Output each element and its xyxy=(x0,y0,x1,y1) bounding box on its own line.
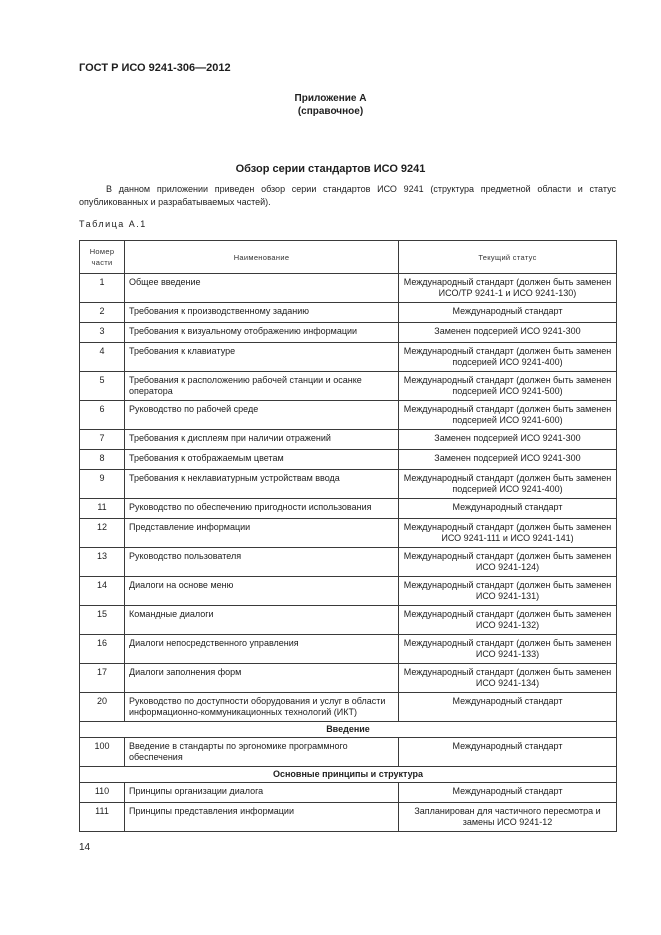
table-row xyxy=(80,450,617,470)
part-name-cell: Требования к клавиатуре xyxy=(125,343,399,372)
table-caption: Таблица А.1 xyxy=(79,219,147,229)
intro-paragraph: В данном приложении приведен обзор серии стандартов ИСО 9241 (структура предметной области и статус опубликованных и разрабатываемых частей). xyxy=(79,184,616,207)
standards-table xyxy=(79,240,617,832)
status-cell: Международный стандарт (должен быть заменен ИСО 9241-111 и ИСО 9241-141) xyxy=(399,519,617,548)
part-number-cell: 17 xyxy=(80,664,125,693)
section-label: Основные принципы и структура xyxy=(80,767,617,783)
part-name-cell: Диалоги на основе меню xyxy=(125,577,399,606)
table-section-row xyxy=(80,767,617,783)
part-number-cell: 9 xyxy=(80,470,125,499)
part-name-cell: Требования к отображаемым цветам xyxy=(125,450,399,470)
table-row xyxy=(80,430,617,450)
status-cell: Международный стандарт (должен быть заменен подсерией ИСО 9241-400) xyxy=(399,343,617,372)
part-number-cell: 15 xyxy=(80,606,125,635)
status-cell: Международный стандарт xyxy=(399,738,617,767)
part-name-cell: Руководство пользователя xyxy=(125,548,399,577)
part-number-cell: 111 xyxy=(80,803,125,832)
part-number-cell: 16 xyxy=(80,635,125,664)
part-number-cell: 7 xyxy=(80,430,125,450)
status-cell: Запланирован для частичного пересмотра и замены ИСО 9241-12 xyxy=(399,803,617,832)
part-number-cell: 2 xyxy=(80,303,125,323)
status-cell: Международный стандарт (должен быть заменен ИСО 9241-133) xyxy=(399,635,617,664)
part-number-cell: 14 xyxy=(80,577,125,606)
table-header-row xyxy=(80,241,617,274)
part-name-cell: Требования к неклавиатурным устройствам ввода xyxy=(125,470,399,499)
part-number-cell: 3 xyxy=(80,323,125,343)
status-cell: Международный стандарт xyxy=(399,303,617,323)
part-number-cell: 1 xyxy=(80,274,125,303)
table-row xyxy=(80,401,617,430)
part-name-cell: Диалоги заполнения форм xyxy=(125,664,399,693)
table-row xyxy=(80,693,617,722)
part-name-cell: Принципы организации диалога xyxy=(125,783,399,803)
section-title: Обзор серии стандартов ИСО 9241 xyxy=(235,163,426,175)
appendix-subtitle: (справочное) xyxy=(297,106,364,117)
table-section-row xyxy=(80,722,617,738)
page-number: 14 xyxy=(79,842,91,853)
appendix-title: Приложение А xyxy=(294,93,367,104)
part-name-cell: Требования к расположению рабочей станции и осанке оператора xyxy=(125,372,399,401)
status-cell: Заменен подсерией ИСО 9241-300 xyxy=(399,450,617,470)
part-number-cell: 100 xyxy=(80,738,125,767)
status-cell: Международный стандарт xyxy=(399,693,617,722)
table-row xyxy=(80,783,617,803)
table-body xyxy=(80,274,617,832)
table-row xyxy=(80,635,617,664)
status-cell: Международный стандарт (должен быть заменен ИСО 9241-124) xyxy=(399,548,617,577)
part-name-cell: Принципы представления информации xyxy=(125,803,399,832)
status-cell: Международный стандарт (должен быть заменен ИСО 9241-134) xyxy=(399,664,617,693)
table-row xyxy=(80,303,617,323)
table-row xyxy=(80,664,617,693)
part-name-cell: Руководство по обеспечению пригодности использования xyxy=(125,499,399,519)
part-number-cell: 12 xyxy=(80,519,125,548)
status-cell: Международный стандарт xyxy=(399,783,617,803)
status-cell: Международный стандарт (должен быть заменен ИСО/ТР 9241-1 и ИСО 9241-130) xyxy=(399,274,617,303)
part-name-cell: Введение в стандарты по эргономике программного обеспечения xyxy=(125,738,399,767)
part-number-cell: 13 xyxy=(80,548,125,577)
status-cell: Заменен подсерией ИСО 9241-300 xyxy=(399,430,617,450)
status-cell: Международный стандарт xyxy=(399,499,617,519)
header-status: Текущий статус xyxy=(399,241,617,274)
part-number-cell: 110 xyxy=(80,783,125,803)
table-row xyxy=(80,577,617,606)
part-name-cell: Требования к производственному заданию xyxy=(125,303,399,323)
section-label: Введение xyxy=(80,722,617,738)
appendix-heading xyxy=(0,92,661,118)
table-row xyxy=(80,548,617,577)
table-row xyxy=(80,499,617,519)
part-name-cell: Командные диалоги xyxy=(125,606,399,635)
table-row xyxy=(80,323,617,343)
table-row xyxy=(80,519,617,548)
part-number-cell: 6 xyxy=(80,401,125,430)
table-row xyxy=(80,606,617,635)
table-row xyxy=(80,470,617,499)
status-cell: Международный стандарт (должен быть заменен подсерией ИСО 9241-500) xyxy=(399,372,617,401)
part-number-cell: 11 xyxy=(80,499,125,519)
part-number-cell: 20 xyxy=(80,693,125,722)
part-name-cell: Требования к дисплеям при наличии отражений xyxy=(125,430,399,450)
part-number-cell: 8 xyxy=(80,450,125,470)
table-row xyxy=(80,343,617,372)
status-cell: Заменен подсерией ИСО 9241-300 xyxy=(399,323,617,343)
part-name-cell: Диалоги непосредственного управления xyxy=(125,635,399,664)
table-row xyxy=(80,803,617,832)
part-name-cell: Требования к визуальному отображению информации xyxy=(125,323,399,343)
status-cell: Международный стандарт (должен быть заменен ИСО 9241-132) xyxy=(399,606,617,635)
part-name-cell: Руководство по доступности оборудования и услуг в области информационно-коммуникационных технологий (ИКТ) xyxy=(125,693,399,722)
part-name-cell: Представление информации xyxy=(125,519,399,548)
header-number: Номер части xyxy=(80,241,125,274)
status-cell: Международный стандарт (должен быть заменен ИСО 9241-131) xyxy=(399,577,617,606)
status-cell: Международный стандарт (должен быть заменен подсерией ИСО 9241-400) xyxy=(399,470,617,499)
table-row xyxy=(80,372,617,401)
status-cell: Международный стандарт (должен быть заменен подсерией ИСО 9241-600) xyxy=(399,401,617,430)
part-number-cell: 4 xyxy=(80,343,125,372)
header-name: Наименование xyxy=(125,241,399,274)
part-name-cell: Руководство по рабочей среде xyxy=(125,401,399,430)
part-number-cell: 5 xyxy=(80,372,125,401)
document-header: ГОСТ Р ИСО 9241-306—2012 xyxy=(79,62,231,74)
part-name-cell: Общее введение xyxy=(125,274,399,303)
table-row xyxy=(80,274,617,303)
table-row xyxy=(80,738,617,767)
